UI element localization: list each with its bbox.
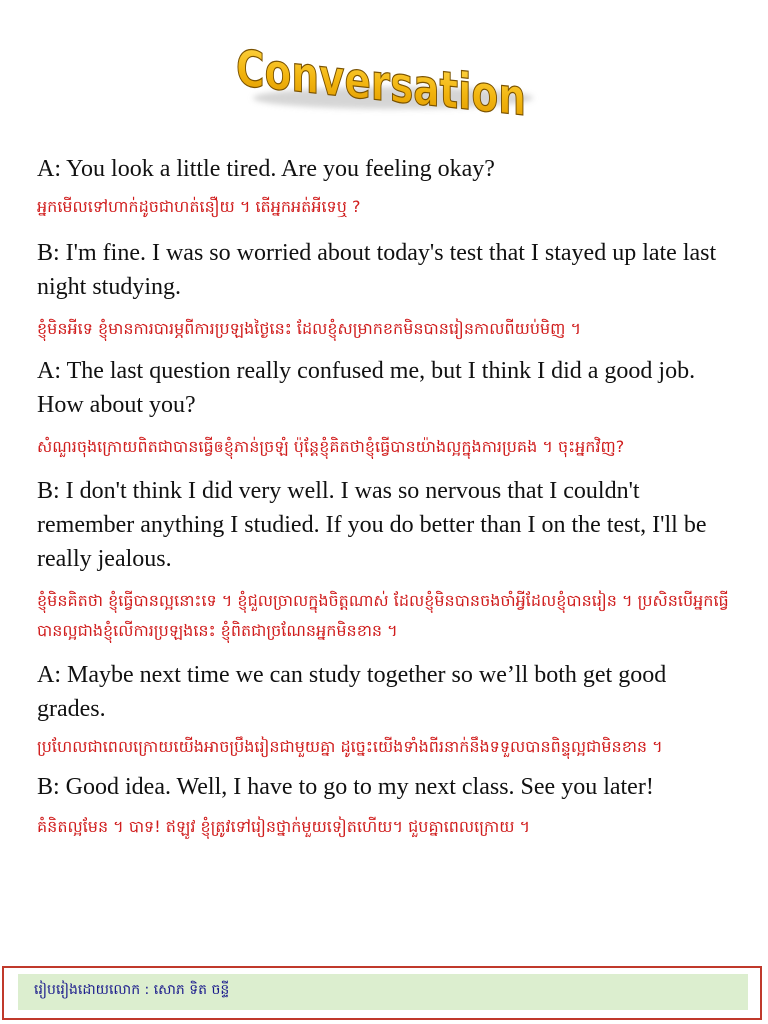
dialogue-content xyxy=(37,152,737,842)
dialogue-line-english: A: The last question really confused me, but I think I did a good job. How about you? xyxy=(37,358,696,418)
dialogue-line-english: A: Maybe next time we can study together so we’ll both get good grades. xyxy=(37,662,667,722)
dialogue-line-english: A: You look a little tired. Are you feeling okay? xyxy=(37,156,495,182)
dialogue-line-khmer: ប្រហែលជាពេលក្រោយយើងអាចប្រឹងរៀនជាមួយគ្នា ដូច្នេះយើងទាំងពីរនាក់នឹងទទួលបានពិន្ទុល្អជាមិនខាន ។ xyxy=(37,737,663,756)
dialogue-line-english: B: I don't think I did very well. I was so nervous that I couldn't remember anything I studied. If you do better than I on the test, I'll be really jealous. xyxy=(37,478,707,572)
dialogue-line-khmer: ខ្ញុំមិនគិតថា ខ្ញុំធ្វើបានល្អនោះទេ ។ ខ្ញុំជួលច្រាលក្នុងចិត្តណាស់ ដែលខ្ញុំមិនបានចងចាំអ្វីដែលខ្ញុំបានរៀន ។ ប្រសិនបើអ្នកធ្វើបានល្អជាងខ្ញុំលើការប្រឡងនេះ ខ្ញុំពិតជាច្រណែនអ្នកមិនខាន ។ xyxy=(37,591,729,640)
title-graphic xyxy=(228,18,609,136)
footer-panel xyxy=(18,974,748,1010)
conversation-title-wordart xyxy=(228,18,609,136)
dialogue-line-khmer: ខ្ញុំមិនអីទេ ខ្ញុំមានការបារម្ភពីការប្រឡងថ្ងៃនេះ ដែលខ្ញុំសម្រាកខកមិនបានរៀនកាលពីយប់មិញ ។ xyxy=(37,319,582,338)
page-title: Conversation xyxy=(236,37,609,136)
author-credit: រៀបរៀងដោយលោក : សោភ ទិត ចន្ទី xyxy=(34,982,230,998)
footer-box xyxy=(2,966,762,1020)
dialogue-line-khmer: អ្នកមើលទៅហាក់ដូចជាហត់នឿយ ។ តើអ្នកអត់អីទេឬ ? xyxy=(37,197,361,216)
dialogue-line-english: B: Good idea. Well, I have to go to my next class. See you later! xyxy=(37,774,654,800)
dialogue-line-khmer: គំនិតល្អមែន ។ បាទ! ឥឡូវ ខ្ញុំត្រូវទៅរៀនថ្នាក់មួយទៀតហើយ។ ជួបគ្នាពេលក្រោយ ។ xyxy=(37,817,531,836)
dialogue-line-khmer: សំណួរចុងក្រោយពិតជាបានធ្វើឲខ្ញុំភាន់ច្រឡំ ប៉ុន្តែខ្ញុំគិតថាខ្ញុំធ្វើបានយ៉ាងល្អក្នុងការប្រគង ។ ចុះអ្នកវិញ? xyxy=(37,437,625,456)
dialogue-line-english: B: I'm fine. I was so worried about today's test that I stayed up late last night studying. xyxy=(37,240,717,300)
